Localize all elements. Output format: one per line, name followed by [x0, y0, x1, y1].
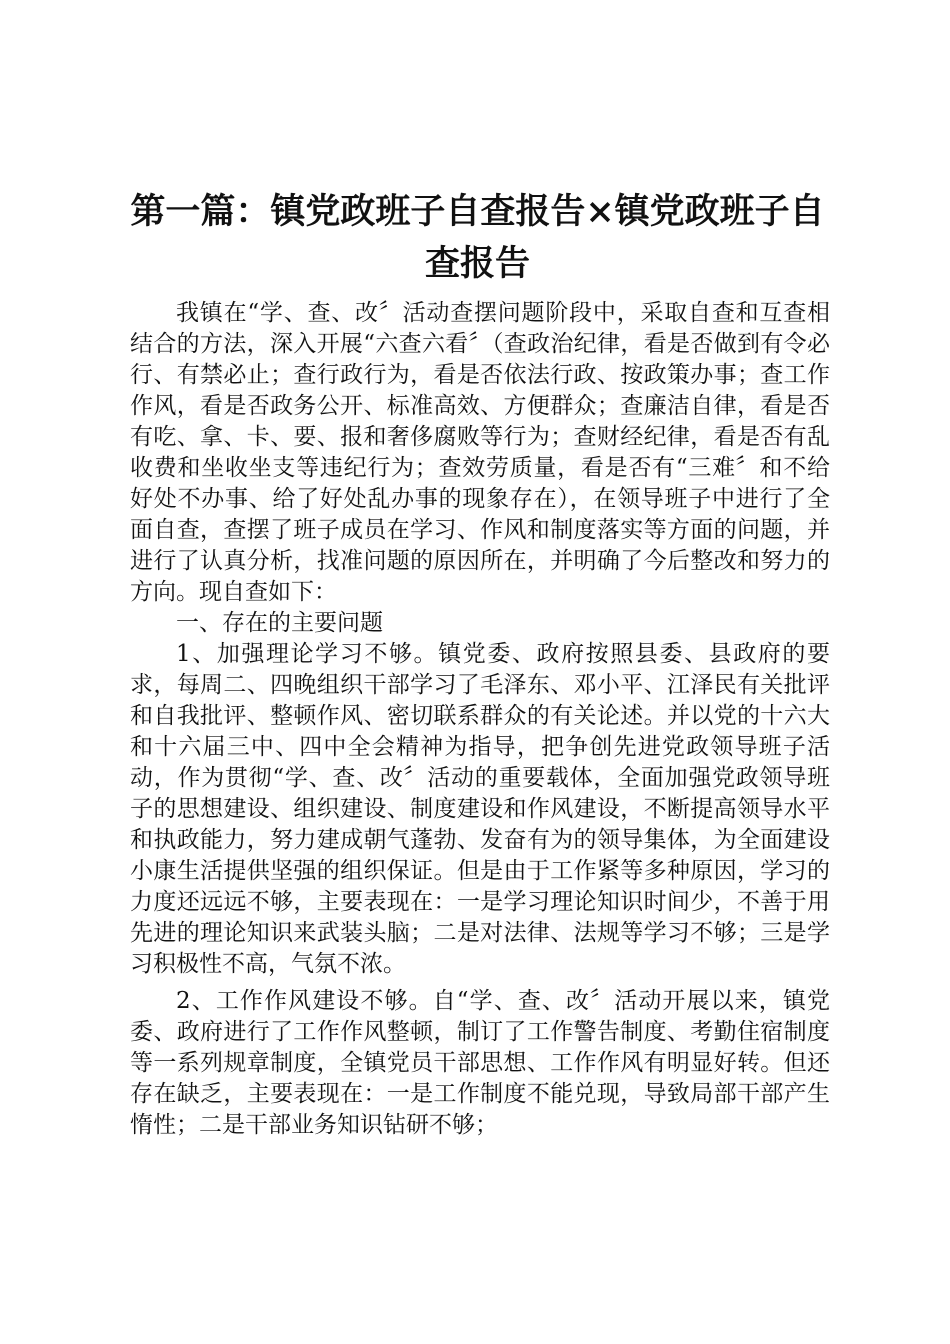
paragraph-theory-study: 1、加强理论学习不够。镇党委、政府按照县委、县政府的要求，每周二、四晚组织干部学习了毛泽东、邓小平、江泽民有关批评和自我批评、整顿作风、密切联系群众的有关论述。并以党的十六大和十六届三中、四中全会精神为指导，把争创先进党政领导班子活动，作为贯彻“学、查、改〞活动的重要载体，全面加强党政领导班子的思想建设、组织建设、制度建设和作风建设，不断提高领导水平和执政能力，努力建成朝气蓬勃、发奋有为的领导集体，为全面建设小康生活提供坚强的组织保证。但是由于工作紧等多种原因，学习的力度还远远不够，主要表现在：一是学习理论知识时间少，不善于用先进的理论知识来武装头脑；二是对法律、法规等学习不够；三是学习积极性不高，气氛不浓。 — [130, 641, 830, 977]
paragraph-work-style: 2、工作作风建设不够。自“学、查、改〞活动开展以来，镇党委、政府进行了工作作风整顿，制订了工作警告制度、考勤住宿制度等一系列规章制度，全镇党员干部思想、工作作风有明显好转。但还存在缺乏，主要表现在：一是工作制度不能兑现，导致局部干部产生惰性；二是干部业务知识钻研不够； — [130, 988, 830, 1138]
paragraph-intro: 我镇在“学、查、改〞活动查摆问题阶段中，采取自查和互查相结合的方法，深入开展“六查六看〞（查政治纪律，看是否做到有令必行、有禁必止；查行政行为，看是否依法行政、按政策办事；查工作作风，看是否政务公开、标准高效、方便群众；查廉洁自律，看是否有吃、拿、卡、要、报和奢侈腐败等行为；查财经纪律，看是否有乱收费和坐收坐支等违纪行为；查效劳质量，看是否有“三难〞和不给好处不办事、给了好处乱办事的现象存在），在领导班子中进行了全面自查，查摆了班子成员在学习、作风和制度落实等方面的问题，并进行了认真分析，找准问题的原因所在，并明确了今后整改和努力的方向。现自查如下： — [130, 300, 830, 605]
section-heading-problems: 一、存在的主要问题 — [176, 610, 383, 636]
document-title: 第一篇：镇党政班子自查报告×镇党政班子自查报告 — [130, 191, 825, 284]
document-body — [130, 298, 830, 1141]
